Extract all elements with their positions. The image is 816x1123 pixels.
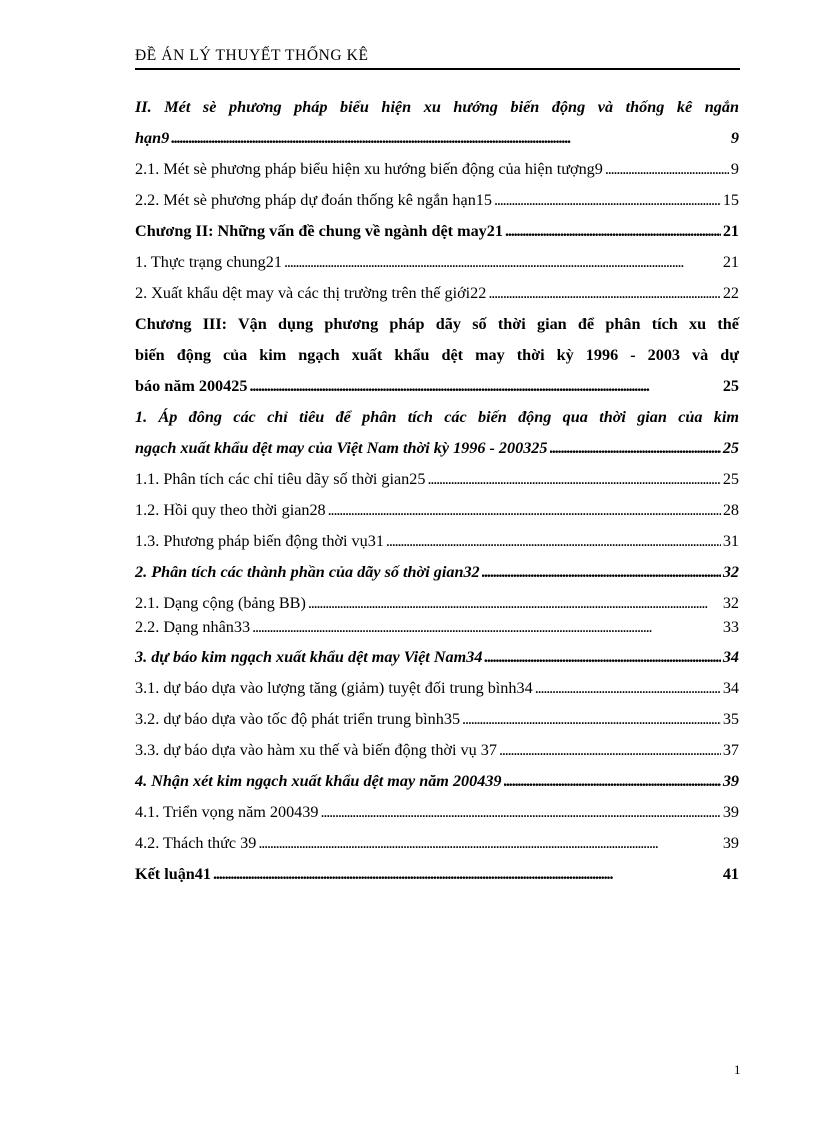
toc-page-number: 21 — [722, 222, 739, 240]
dot-leader — [308, 591, 721, 616]
toc-page-number: 9 — [730, 129, 739, 147]
toc-entry-title: 3.1. dự báo dựa vào lượng tăng (giảm) tuyệt đối trung bình34 — [135, 679, 533, 697]
toc-entry[interactable] — [135, 642, 739, 673]
toc-entry[interactable] — [135, 495, 739, 526]
toc-entry-title: 2. Xuất khẩu dệt may và các thị trường trên thế giới22 — [135, 284, 487, 302]
toc-page-number: 33 — [722, 618, 739, 636]
dot-leader — [249, 371, 720, 402]
toc-entry-title: 1.2. Hồi quy theo thời gian28 — [135, 501, 326, 519]
toc-page-number: 41 — [722, 865, 739, 883]
toc-entry-title: 2.1. Mét sè phương pháp biểu hiện xu hướng biến động của hiện tượng9 — [135, 160, 603, 178]
toc-page-number: 15 — [722, 191, 739, 209]
toc-entry[interactable] — [135, 673, 739, 704]
toc-page-number: 39 — [722, 834, 739, 852]
dot-leader — [484, 642, 720, 673]
toc-entry-title: II. Mét sè phương pháp biểu hiện xu hướng biến động và thống kê ngắn — [135, 98, 739, 116]
dot-leader — [605, 154, 729, 185]
toc-entry[interactable] — [135, 591, 739, 616]
dot-leader — [505, 216, 721, 247]
toc-page-number: 39 — [722, 772, 739, 790]
toc-entry[interactable] — [135, 464, 739, 495]
dot-leader — [320, 797, 720, 828]
toc-entry-title-cont: ngạch xuất khẩu dệt may của Việt Nam thời kỳ 1996 - 200325 — [135, 439, 548, 457]
dot-leader — [499, 735, 721, 766]
toc-entry[interactable] — [135, 309, 739, 402]
toc-entry-title-cont: biến động của kim ngạch xuất khẩu dệt may thời kỳ 1996 - 2003 và dự — [135, 346, 739, 364]
toc-entry-title: 2.2. Dạng nhân33 — [135, 618, 251, 636]
toc-entry-title-cont: báo năm 200425 — [135, 377, 248, 395]
toc-entry-title: 4. Nhận xét kim ngạch xuất khẩu dệt may năm 200439 — [135, 772, 502, 790]
dot-leader — [494, 185, 721, 216]
toc-entry[interactable] — [135, 402, 739, 464]
page-header: ĐỀ ÁN LÝ THUYẾT THỐNG KÊ — [135, 47, 740, 70]
dot-leader — [535, 673, 721, 704]
toc-entry-title: 4.1. Triển vọng năm 200439 — [135, 803, 319, 821]
toc-entry[interactable] — [135, 797, 739, 828]
dot-leader — [213, 859, 721, 890]
toc-entry[interactable] — [135, 616, 739, 638]
toc-entry-title: 1. Áp đông các chỉ tiêu để phân tích các biến động qua thời gian của kim — [135, 408, 739, 426]
toc-page-number: 39 — [722, 803, 739, 821]
table-of-contents — [135, 92, 739, 890]
toc-entry-title: 1.1. Phân tích các chỉ tiêu dãy số thời gian25 — [135, 470, 426, 488]
dot-leader — [171, 123, 729, 154]
dot-leader — [284, 247, 721, 278]
dot-leader — [488, 278, 720, 309]
dot-leader — [252, 616, 721, 638]
dot-leader — [386, 526, 721, 557]
toc-page-number: 25 — [722, 377, 739, 395]
toc-entry[interactable] — [135, 92, 739, 154]
page-number: 1 — [734, 1062, 741, 1077]
dot-leader — [328, 495, 721, 526]
toc-entry[interactable] — [135, 247, 739, 278]
toc-entry-title: 1.3. Phương pháp biến động thời vụ31 — [135, 532, 384, 550]
toc-page-number: 25 — [722, 439, 739, 457]
toc-page-number: 22 — [722, 284, 739, 302]
toc-entry-title: 3.2. dự báo dựa vào tốc độ phát triển trung bình35 — [135, 710, 461, 728]
toc-page-number: 25 — [722, 470, 739, 488]
toc-page-number: 9 — [730, 160, 739, 178]
dot-leader — [482, 557, 721, 588]
toc-entry-title: 2.1. Dạng cộng (bảng BB) — [135, 594, 306, 612]
toc-entry-title: Chương II: Những vấn đề chung về ngành dệt may21 — [135, 222, 503, 240]
toc-page-number: 34 — [722, 679, 739, 697]
toc-entry-title: 1. Thực trạng chung21 — [135, 253, 282, 271]
toc-entry[interactable] — [135, 557, 739, 588]
toc-page-number: 31 — [722, 532, 739, 550]
toc-entry[interactable] — [135, 766, 739, 797]
toc-page-number: 28 — [722, 501, 739, 519]
toc-entry-title-cont: hạn9 — [135, 129, 170, 147]
toc-entry[interactable] — [135, 735, 739, 766]
toc-page-number: 21 — [722, 253, 739, 271]
dot-leader — [258, 828, 721, 859]
toc-page-number: 35 — [722, 710, 739, 728]
toc-entry[interactable] — [135, 859, 739, 890]
toc-entry[interactable] — [135, 704, 739, 735]
toc-page-number: 34 — [722, 648, 739, 666]
toc-page-number: 32 — [722, 563, 739, 581]
toc-entry-title: Chương III: Vận dụng phương pháp dãy số thời gian để phân tích xu thế — [135, 315, 739, 333]
toc-page-number: 37 — [722, 741, 739, 759]
toc-entry-title: 3. dự báo kim ngạch xuất khẩu dệt may Việt Nam34 — [135, 648, 483, 666]
dot-leader — [504, 766, 721, 797]
toc-entry-title: 4.2. Thách thức 39 — [135, 834, 257, 852]
toc-entry-title: 2.2. Mét sè phương pháp dự đoán thống kê ngắn hạn15 — [135, 191, 492, 209]
toc-entry[interactable] — [135, 216, 739, 247]
toc-entry-title: 2. Phân tích các thành phần của dãy số thời gian32 — [135, 563, 480, 581]
toc-entry[interactable] — [135, 828, 739, 859]
toc-page-number: 32 — [722, 594, 739, 612]
toc-entry[interactable] — [135, 526, 739, 557]
toc-entry-title: 3.3. dự báo dựa vào hàm xu thế và biến động thời vụ 37 — [135, 741, 497, 759]
toc-entry[interactable] — [135, 278, 739, 309]
toc-entry[interactable] — [135, 185, 739, 216]
toc-entry-title: Kết luận41 — [135, 865, 211, 883]
toc-entry[interactable] — [135, 154, 739, 185]
dot-leader — [550, 433, 721, 464]
dot-leader — [427, 464, 720, 495]
dot-leader — [462, 704, 721, 735]
